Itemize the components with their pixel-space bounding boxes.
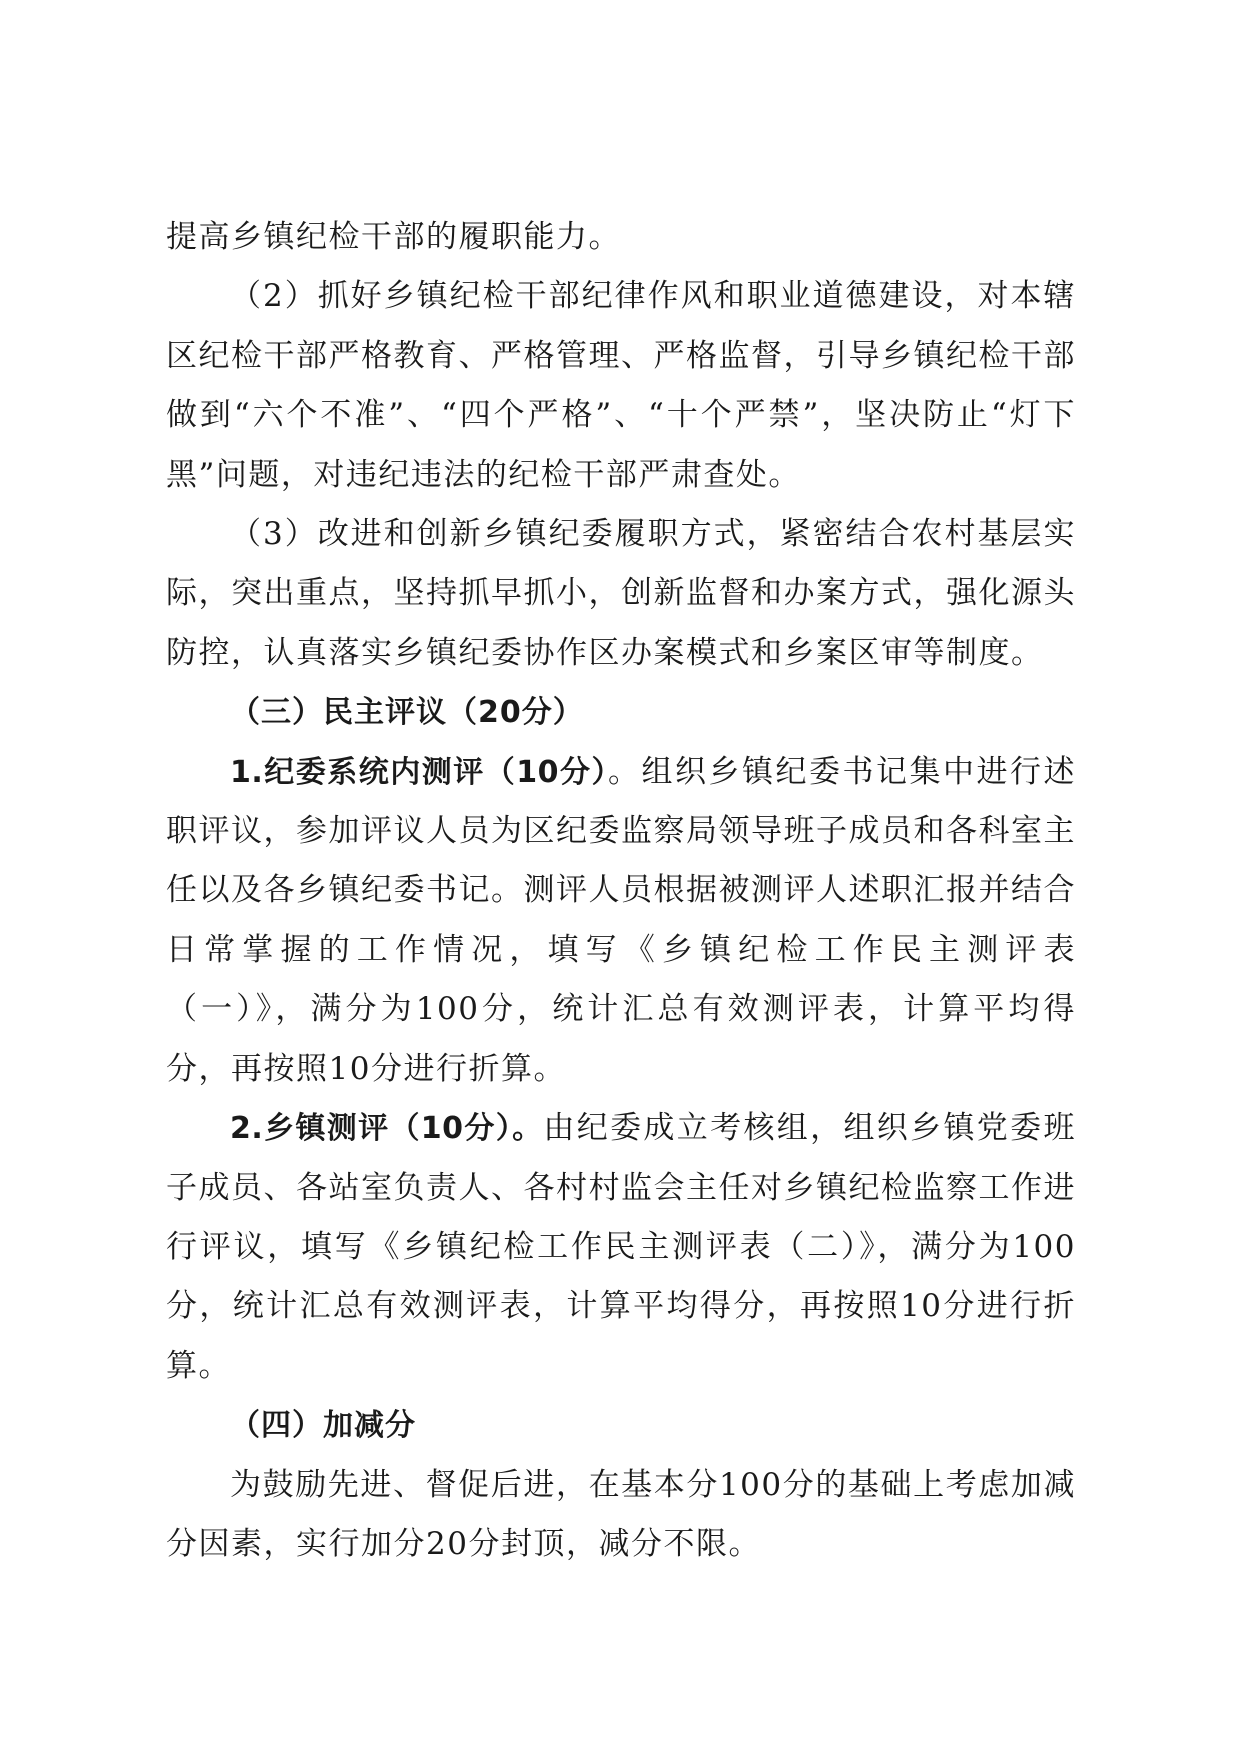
paragraph-item-2: （2）抓好乡镇纪检干部纪律作风和职业道德建设，对本辖区纪检干部严格教育、严格管理、严格监督，引导乡镇纪检干部做到“六个不准”、“四个严格”、“十个严禁”，坚决防止“灯下黑”问题，对违纪违法的纪检干部严肃查处。 — [166, 278, 1076, 493]
paragraph-body-township: 由纪委成立考核组，组织乡镇党委班子成员、各站室负责人、各村村监会主任对乡镇纪检监察工作进行评议，填写《乡镇纪检工作民主测评表（二）》，满分为100分，统计汇总有效测评表，计算平均得分，再按照10分进行折算。 — [166, 1110, 1076, 1384]
paragraph-item-3: （3）改进和创新乡镇纪委履职方式，紧密结合农村基层实际，突出重点，坚持抓早抓小，创新监督和办案方式，强化源头防控，认真落实乡镇纪委协作区办案模式和乡案区审等制度。 — [166, 516, 1076, 671]
paragraph-lead-commission: 1.纪委系统内测评（10分） — [230, 754, 609, 790]
paragraph-township-evaluation — [166, 1099, 1076, 1396]
section-heading-3: （三）民主评议（20分） — [230, 695, 584, 731]
paragraph-commission-evaluation — [166, 743, 1076, 1099]
paragraph-bonus-deduction: 为鼓励先进、督促后进，在基本分100分的基础上考虑加减分因素，实行加分20分封顶，减分不限。 — [166, 1466, 1076, 1562]
section-heading-4: （四）加减分 — [230, 1408, 416, 1444]
document-body — [166, 208, 1076, 1574]
paragraph-capacity: 提高乡镇纪检干部的履职能力。 — [166, 219, 621, 255]
paragraph-lead-township: 2.乡镇测评（10分）。 — [230, 1111, 544, 1147]
paragraph-body-commission: 。组织乡镇纪委书记集中进行述职评议，参加评议人员为区纪委监察局领导班子成员和各科室主任以及各乡镇纪委书记。测评人员根据被测评人述职汇报并结合日常掌握的工作情况，填写《乡镇纪检工作民主测评表（一）》，满分为100分，统计汇总有效测评表，计算平均得分，再按照10分进行折算。 — [166, 753, 1076, 1087]
